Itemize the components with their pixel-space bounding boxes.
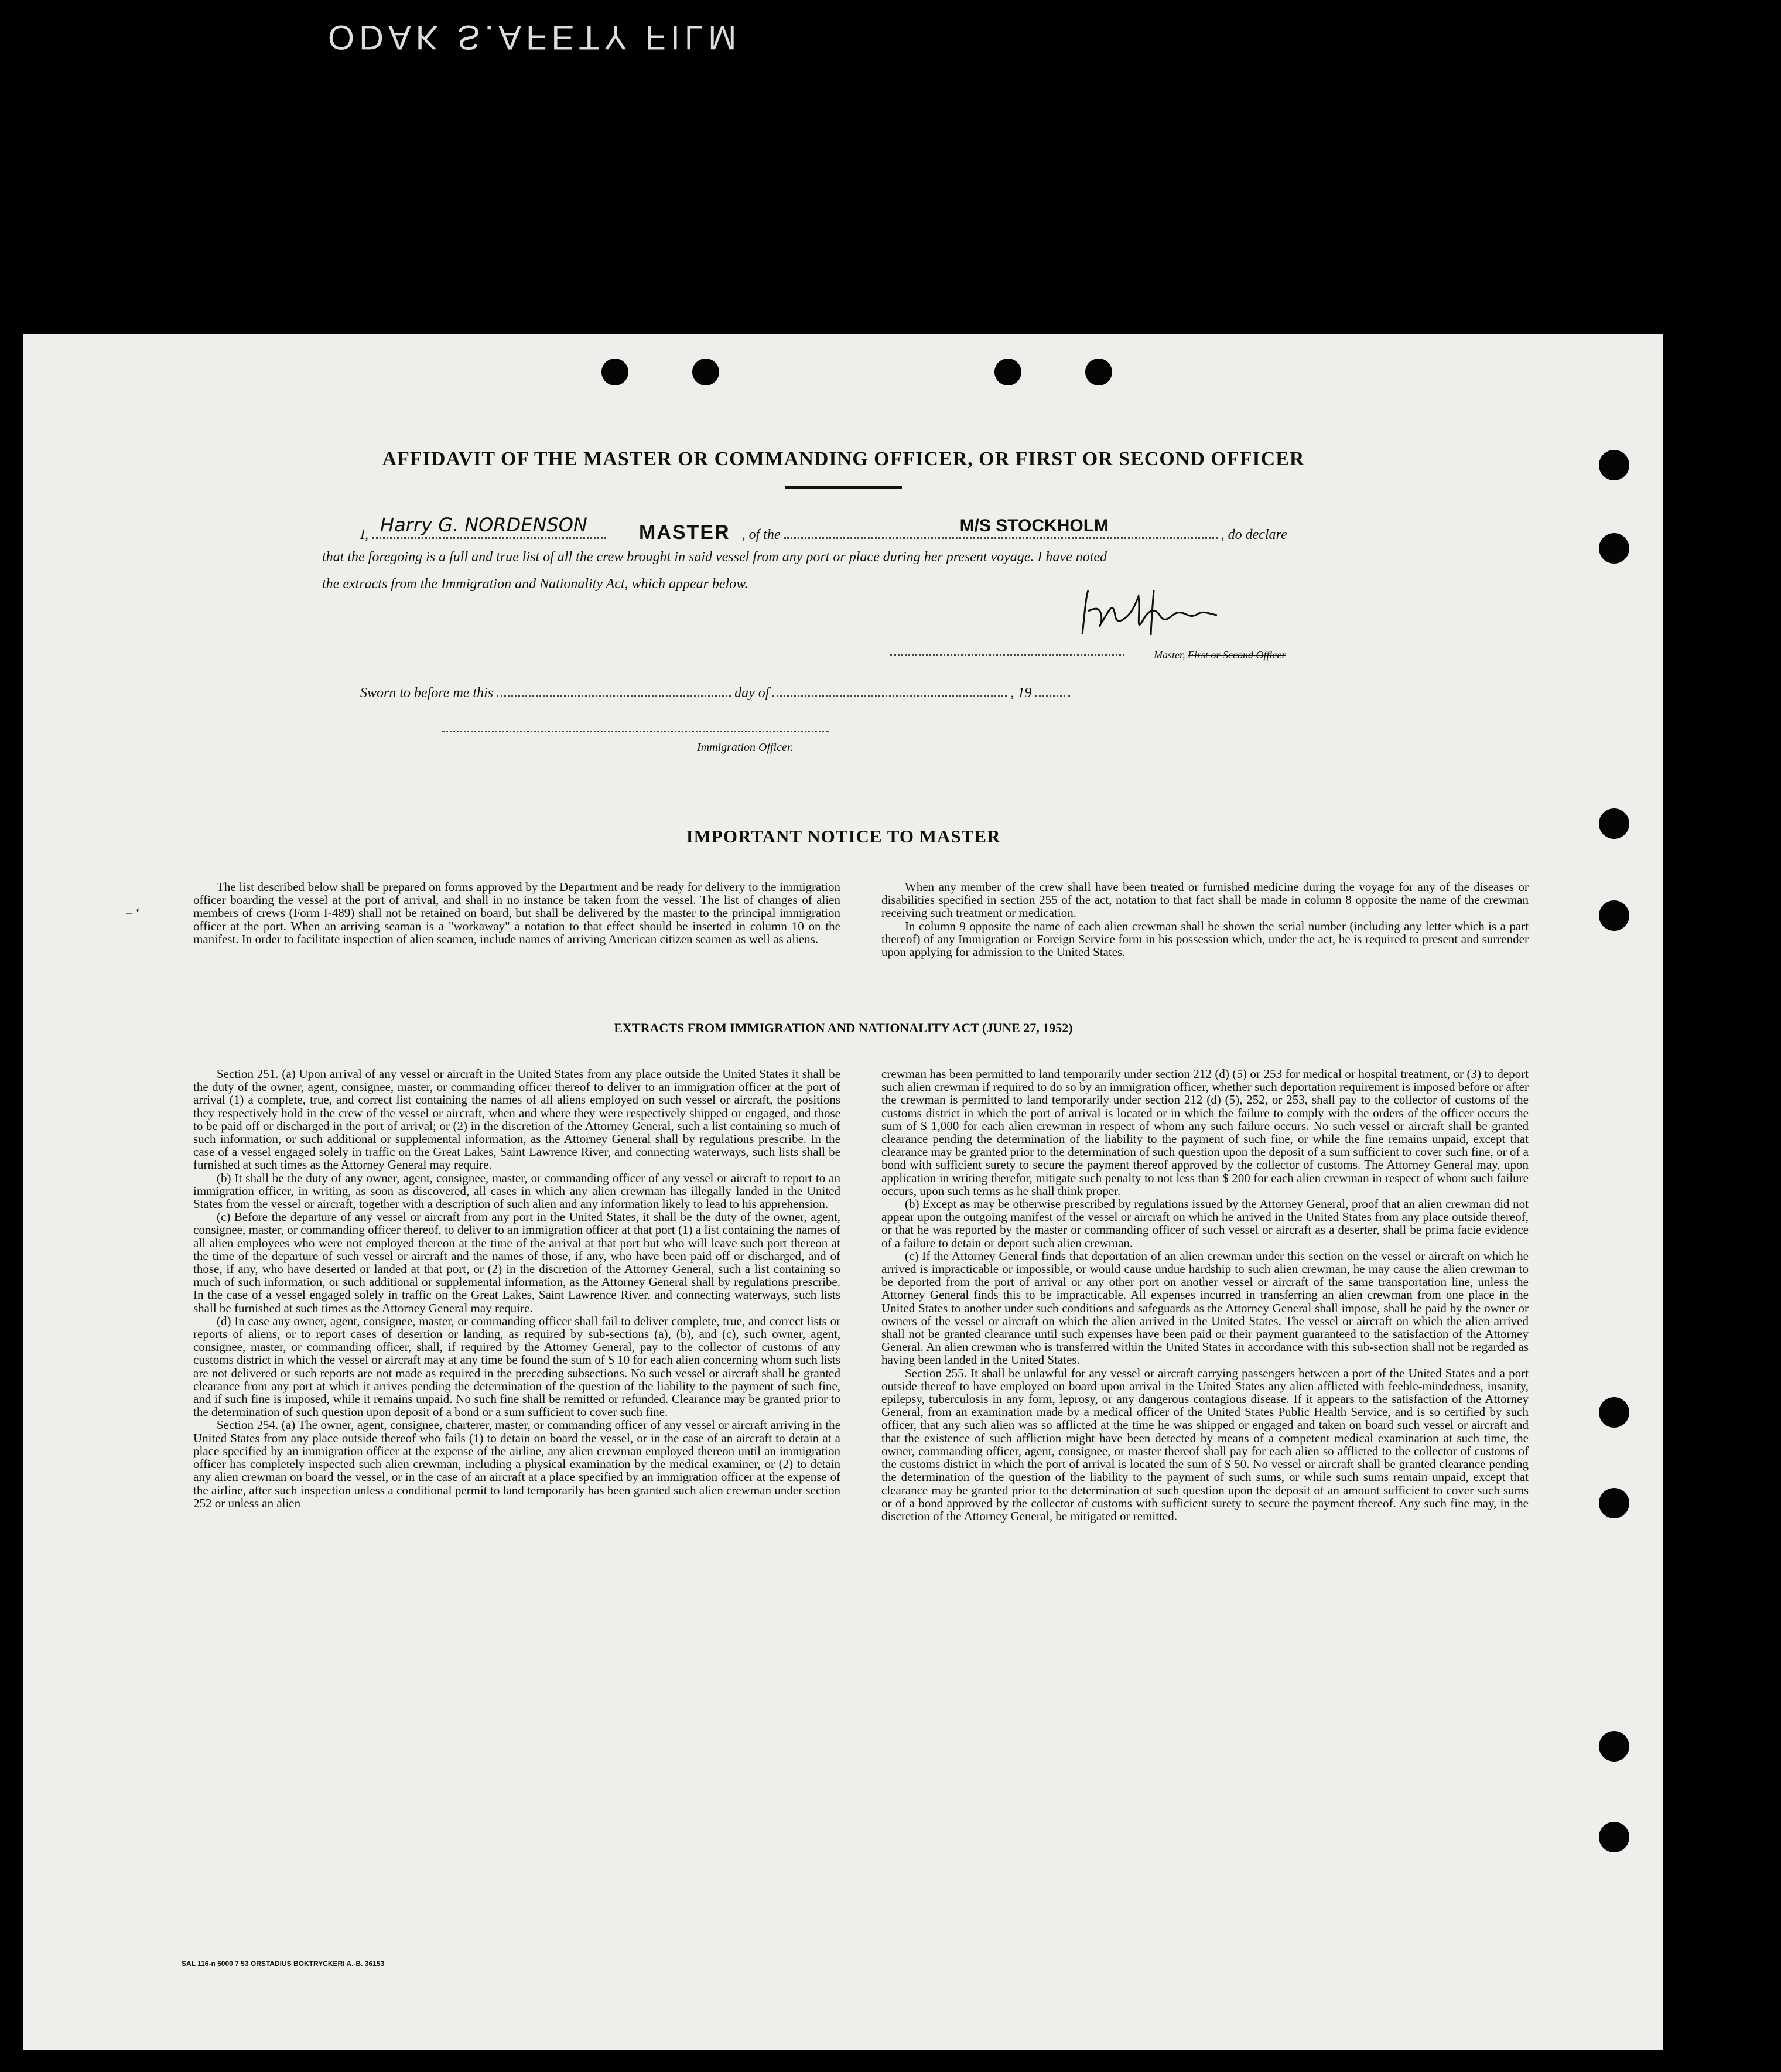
notice-right-paragraph-2: In column 9 opposite the name of each alien crewman shall be shown the serial number (including any letter which is a part thereof) of any Immigration or Foreign Service form in his possession which, under the act, he is required to present and surrender upon applying for admission to the United States. bbox=[881, 919, 1529, 960]
master-label: Master, bbox=[1154, 649, 1188, 661]
signature-line bbox=[890, 644, 1359, 660]
extract-paragraph: (b) Except as may be otherwise prescribed by regulations issued by the Attorney General, proof that an alien crewman did not appear upon the outgoing manifest of the vessel or aircraft on which he arrived in the United States from any place outside thereof, or that he was reported by the master or commanding officer of such vessel or aircraft as a deserter, shall be prima facie evidence of a failure to detain or deport such alien crewman. bbox=[881, 1197, 1529, 1250]
extracts-right-column bbox=[881, 1067, 1529, 1523]
film-edge-markings bbox=[0, 0, 1781, 56]
document-sheet bbox=[23, 334, 1663, 2050]
notice-left-column bbox=[193, 880, 840, 945]
punch-hole bbox=[1599, 533, 1629, 564]
punch-hole bbox=[1599, 900, 1629, 931]
master-officer-label bbox=[1154, 649, 1286, 661]
punch-hole bbox=[1599, 1731, 1629, 1762]
film-edge-text: ODAK S.AFETY FILM bbox=[328, 18, 741, 56]
punch-hole bbox=[1599, 1397, 1629, 1428]
notice-left-paragraph: The list described below shall be prepared on forms approved by the Department and be ready for delivery to the immigration officer boarding the vessel at the port of arrival, and shall in no instance be taken from the vessel. The list of changes of alien members of crews (Form I-489) shall not be retained on board, but shall be delivered by the master to the principal immigration officer at the port. When an arriving seaman is a "workaway" a notation to that effect should be inserted in column 10 on the manifest. In order to facilitate inspection of alien seamen, include names of arriving American citizen seamen as well as aliens. bbox=[193, 880, 840, 946]
notice-right-paragraph-1: When any member of the crew shall have been treated or furnished medicine during the voyage for any of the diseases or disabilities specified in section 255 of the act, notation to that fact shall be made in column 8 opposite the name of the crewman receiving such treatment or medication. bbox=[881, 880, 1529, 920]
extract-paragraph: (c) If the Attorney General finds that deportation of an alien crewman under this section on the vessel or aircraft on which he arrived is impracticable or impossible, or would cause undue hardship to such alien crewman, he may cause the alien crewman to be deported from the port of arrival or any other port on another vessel or aircraft of the same transportation line, unless the Attorney General finds this to be impracticable. All expenses incurred in transferring an alien crewman from one place in the United States to another under such conditions and safeguards as the Attorney General shall impose, shall be paid by the owner or owners of the vessel or aircraft on which the alien arrived in the United States. The vessel or aircraft on which the alien arrived shall not be granted clearance until such expenses have been paid or their payment guaranteed to the satisfaction of the Attorney General. An alien crewman who is transferred within the United States in accordance with this sub-section shall not be regarded as having been landed in the United States. bbox=[881, 1248, 1529, 1367]
extracts-title: EXTRACTS FROM IMMIGRATION AND NATIONALITY ACT (JUNE 27, 1952) bbox=[614, 1020, 1073, 1035]
affidavit-line-1 bbox=[360, 514, 1287, 544]
extract-paragraph: Section 254. (a) The owner, agent, consignee, charterer, master, or commanding officer of any vessel or aircraft arriving in the United States from any place outside thereof who fails (1) to detain on board the vessel, or in the case of an aircraft to detain at a place specified by an immigration officer at the expense of the airline, any alien crewman employed thereon until an immigration officer has completely inspected such alien crewman, including a physical examination by the medical examiner, or (2) to detain any alien crewman on board the vessel, or in the case of an aircraft at a place specified by an immigration officer at the expense of the airline, after such inspection unless a conditional permit to land temporarily has been granted such alien crewman under section 252 or unless an alien bbox=[193, 1418, 840, 1510]
printer-imprint: SAL 116-n 5000 7 53 ORSTADIUS BOKTRYCKERI A.-B. 36153 bbox=[182, 1960, 385, 1968]
extract-paragraph: (c) Before the departure of any vessel or aircraft from any port in the United States, it shall be the duty of the owner, agent, consignee, master, or commanding officer thereof, to deliver to an immigration officer at that port (1) a list containing the names of all alien employees who were not employed thereon at the time of the arrival at that port but who will leave such port thereon at the time of the departure of such vessel or aircraft and the names of those, if any, who have been paid off or discharged, and of those, if any, who have deserted or landed at that port, or (2) in the discretion of the Attorney General, such a list containing so much of such information, or such additional or supplemental information, as the Attorney General shall by regulations prescribe. In the case of a vessel engaged solely in traffic on the Great Lakes, Saint Lawrence River, and connecting waterways, such lists shall be furnished at such times as the Attorney General may require. bbox=[193, 1210, 840, 1315]
extract-paragraph: (d) In case any owner, agent, consignee, master, or commanding officer shall fail to deliver complete, true, and correct lists or reports of aliens, or to report cases of desertion or landing, as required by sub-sections (a), (b), and (c), such owner, agent, consignee, master, or commanding officer, shall, if required by the Attorney General, pay to the collector of customs of any customs district in which the vessel or aircraft may at any time be found the sum of $ 10 for each alien concerning whom such lists are not delivered or such reports are not made as required in the preceding subsections. No such vessel or aircraft shall be granted clearance from any port at which it arrives pending the determination of the question of the liability to the payment of such fine, and if such fine is imposed, while it remains unpaid. No such fine shall be remitted or refunded. Clearance may be granted prior to the determination of such question upon deposit of a bond or a sum sufficient to cover such fine. bbox=[193, 1313, 840, 1419]
notice-right-column bbox=[881, 880, 1529, 958]
vessel-field bbox=[784, 516, 1218, 539]
affidavit-line-3: the extracts from the Immigration and Nationality Act, which appear below. bbox=[322, 576, 748, 592]
margin-tick: – ‘ bbox=[126, 905, 140, 920]
extracts-left-column bbox=[193, 1067, 840, 1510]
master-signature bbox=[1078, 579, 1218, 649]
struck-officer-label: First or Second Officer bbox=[1188, 649, 1286, 661]
rank-stamp: MASTER bbox=[639, 521, 730, 544]
line1-prefix: I, bbox=[360, 527, 368, 542]
sworn-year-text: , 19 bbox=[1010, 685, 1032, 701]
punch-hole bbox=[994, 359, 1021, 385]
punch-hole bbox=[1599, 1488, 1629, 1518]
do-declare-text: , do declare bbox=[1221, 527, 1287, 542]
extract-paragraph: Section 251. (a) Upon arrival of any vessel or aircraft in the United States from any place outside the United States it shall be the duty of the owner, agent, consignee, master, or commanding officer thereof to deliver to an immigration officer at the port of arrival (1) a complete, true, and correct list containing the names of all aliens employed on such vessel or aircraft, the positions they respectively hold in the crew of the vessel or aircraft, when and where they were respectively shipped or engaged, and those to be paid off or discharged in the port of arrival; or (2) in the discretion of the Attorney General, such a list containing so much of such information, or such additional or supplemental information, as the Attorney General shall by regulations prescribe. In the case of a vessel engaged solely in traffic on the Great Lakes, Saint Lawrence River, and connecting waterways, such lists shall be furnished at such times as the Attorney General may require. bbox=[193, 1067, 840, 1172]
affidavit-title: AFFIDAVIT OF THE MASTER OR COMMANDING OFFICER, OR FIRST OR SECOND OFFICER bbox=[382, 448, 1305, 470]
sworn-prefix: Sworn to before me this bbox=[360, 685, 494, 701]
extract-paragraph: (b) It shall be the duty of any owner, agent, consignee, master, or commanding officer of any vessel or aircraft to report to an immigration officer, in writing, as soon as discovered, all cases in which any alien crewman has illegally landed in the United States from the vessel or aircraft, together with a description of such alien and any information likely to lead to his apprehension. bbox=[193, 1170, 840, 1211]
notice-title: IMPORTANT NOTICE TO MASTER bbox=[686, 826, 1001, 846]
extract-paragraph: Section 255. It shall be unlawful for any vessel or aircraft carrying passengers between a port of the United States and a port outside thereof to have employed on board upon arrival in the United States any alien afflicted with feeble-mindedness, insanity, epilepsy, tuberculosis in any form, leprosy, or any dangerous contagious disease. If it appears to the satisfaction of the Attorney General, from an examination made by a medical officer of the United States Public Health Service, and is so certified by such officer, that any such alien was so afflicted at the time he was shipped or engaged and taken on board such vessel or aircraft and that the existence of such affliction might have been detected by means of a competent medical examination at such time, the owner, commanding officer, agent, consignee, or master thereof shall pay for each alien so afflicted to the collector of customs of the customs district in which the port of arrival is located the sum of $ 50. No vessel or aircraft shall be granted clearance pending the determination of the question of the liability to the payment of such sums, or while such sums remain unpaid, except that clearance may be granted prior to the determination of such question upon the deposit of an amount sufficient to cover such sums or of a bond approved by the collector of customs with sufficient surety to secure the payment thereof. Any such fine may, in the discretion of the Attorney General, be mitigated or remitted. bbox=[881, 1366, 1529, 1523]
name-field bbox=[372, 514, 606, 539]
extract-paragraph: crewman has been permitted to land temporarily under section 212 (d) (5) or 253 for medical or hospital treatment, or (3) to deport such alien crewman if required to do so by an immigration officer, whether such deportation requirement is imposed before or after the crewman is permitted to land temporarily under section 212 (d) (5), 252, or 253, shall pay to the collector of customs of the customs district in which the port of arrival is located or in which the failure to comply with the orders of the officer occurs the sum of $ 1,000 for each alien crewman in respect of whom any such failure occurs. No such vessel or aircraft shall be granted clearance pending the determination of the liability to the payment of such fine, or while the fine remains unpaid, except that clearance may be granted prior to the determination of such question upon the deposit of a sum sufficient to cover such fine, or of a bond with sufficient surety to secure the payment thereof approved by the collector of customs. The Attorney General may, upon application in writing therefor, mitigate such penalty to not less than $ 200 for each alien crewman in respect of whom such failure occurs, upon such terms as he shall think proper. bbox=[881, 1067, 1529, 1198]
punch-hole bbox=[692, 359, 719, 385]
affidavit-line-2: that the foregoing is a full and true list of all the crew brought in said vessel from any port or place during her present voyage. I have noted bbox=[322, 549, 1107, 565]
immigration-officer-label: Immigration Officer. bbox=[697, 741, 794, 754]
punch-hole bbox=[601, 359, 628, 385]
name-handwritten: Harry G. NORDENSON bbox=[380, 514, 587, 536]
punch-hole bbox=[1599, 1822, 1629, 1852]
title-rule bbox=[785, 486, 902, 489]
punch-hole bbox=[1085, 359, 1112, 385]
sworn-day-text: day of bbox=[734, 685, 770, 701]
vessel-stamp: M/S STOCKHOLM bbox=[959, 516, 1109, 535]
sworn-line bbox=[360, 685, 1070, 701]
of-the-text: , of the bbox=[741, 527, 781, 542]
officer-signature-field bbox=[442, 721, 829, 736]
